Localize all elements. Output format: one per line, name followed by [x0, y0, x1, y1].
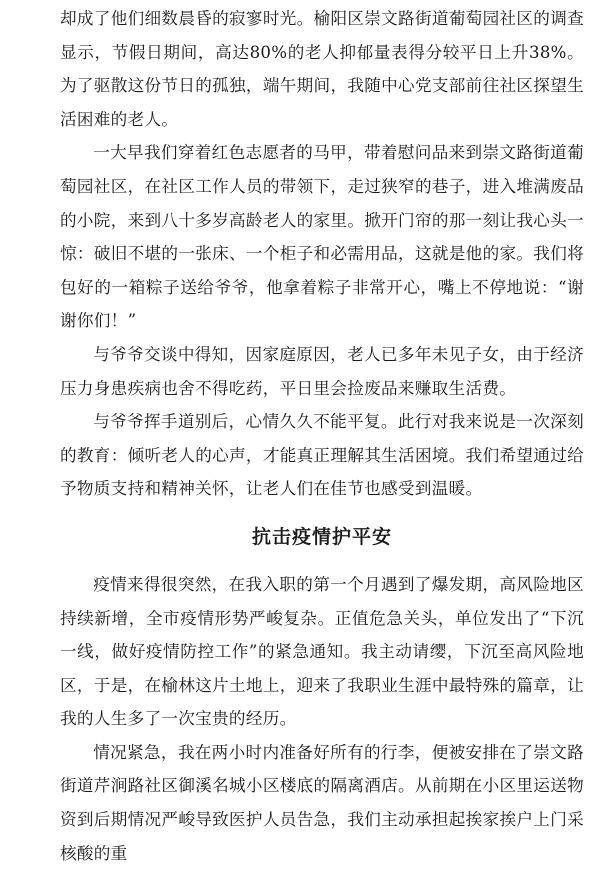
article-paragraph: 情况紧急，我在两小时内准备好所有的行李，便被安排在了崇文路街道芹涧路社区御溪名城小区楼底的隔离酒店。从前期在小区里运送物资到后期情况严峻导致医护人员告急，我们主动承担起挨家挨户上门采核酸的重: [60, 742, 584, 863]
article-paragraph: 疫情来得很突然，在我入职的第一个月遇到了爆发期，高风险地区持续新增，全市疫情形势严峻复杂。正值危急关头，单位发出了“下沉一线，做好疫情防控工作”的紧急通知。我主动请缨，下沉至高风险地区，于是，在榆林这片土地上，迎来了我职业生涯中最特殊的篇章，让我的人生多了一次宝贵的经历。: [60, 574, 584, 729]
section-heading: 抗击疫情护平安: [251, 525, 392, 548]
article-paragraph: 与爷爷交谈中得知，因家庭原因，老人已多年未见子女，由于经济压力身患疾病也舍不得吃药，平日里会捡废品来赚取生活费。: [60, 344, 584, 398]
article-paragraph: 与爷爷挥手道别后，心情久久不能平复。此行对我来说是一次深刻的教育：倾听老人的心声，才能真正理解其生活困境。我们希望通过给予物质支持和精神关怀，让老人们在佳节也感受到温暖。: [60, 412, 584, 499]
article-paragraph: 一大早我们穿着红色志愿者的马甲，带着慰问品来到崇文路街道葡萄园社区，在社区工作人员的带领下，走过狭窄的巷子，进入堆满废品的小院，来到八十多岁高龄老人的家里。掀开门帘的那一刻让我心头一惊：破旧不堪的一张床、一个柜子和必需用品，这就是他的家。我们将包好的一箱粽子送给爷爷，他拿着粽子非常开心，嘴上不停地说：“谢谢你们！”: [60, 143, 584, 331]
article-page: [60, 0, 584, 870]
article-paragraph: 却成了他们细数晨昏的寂寥时光。榆阳区崇文路街道葡萄园社区的调查显示，节假日期间，高达80%的老人抑郁量表得分较平日上升38%。为了驱散这份节日的孤独，端午期间，我随中心党支部前往社区探望生活困难的老人。: [60, 9, 584, 129]
